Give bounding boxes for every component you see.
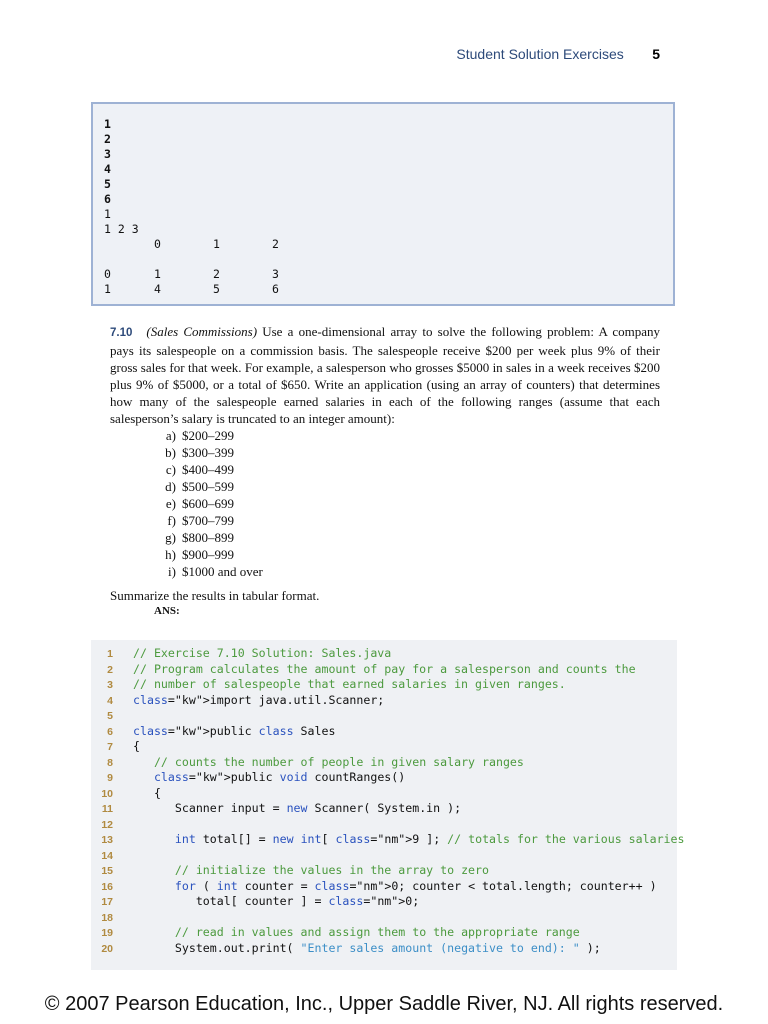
code-line	[91, 925, 580, 941]
exercise-title: (Sales Commissions)	[146, 324, 258, 339]
range-letter: f)	[167, 513, 176, 528]
output-line: 5	[104, 177, 111, 191]
line-number: 8	[107, 756, 113, 769]
code-line	[91, 739, 140, 755]
code-listing	[91, 640, 685, 970]
output-line: 1	[104, 207, 111, 221]
grid-col-header: 0	[154, 237, 161, 251]
range-letter: b)	[165, 445, 176, 460]
line-number: 18	[101, 911, 113, 924]
range-text: $400–499	[182, 462, 234, 477]
output-line: 2	[104, 132, 111, 146]
range-text: $700–799	[182, 513, 234, 528]
line-number: 11	[101, 803, 113, 815]
line-number: 7	[107, 741, 113, 753]
code-text: int total[] = new int[ class="nm">9 ]; // totals for the various salaries	[174, 832, 685, 846]
program-output-box	[91, 102, 675, 306]
code-line	[91, 693, 384, 709]
grid-row-label: 0	[104, 267, 111, 281]
range-text: $1000 and over	[182, 564, 263, 579]
page-header	[0, 46, 660, 66]
page-number: 5	[652, 46, 660, 62]
range-letter: c)	[165, 462, 176, 477]
code-line	[91, 662, 636, 678]
code-text: // initialize the values in the array to zero	[174, 863, 489, 877]
code-text: class="kw">import java.util.Scanner;	[133, 692, 385, 707]
code-text: for ( int counter = class="nm">0; counter < total.length; counter++ )	[174, 878, 657, 893]
grid-cell: 1	[154, 267, 161, 281]
range-letter: g)	[165, 530, 176, 545]
code-text: // counts the number of people in given salary ranges	[153, 754, 524, 769]
grid-cell: 6	[272, 282, 279, 296]
code-line	[91, 724, 335, 740]
code-text: total[ counter ] = class="nm">0;	[133, 894, 420, 908]
line-number: 5	[107, 710, 113, 722]
answer-label: ANS:	[154, 605, 180, 617]
line-number: 19	[101, 927, 113, 939]
code-line	[91, 894, 419, 910]
range-letter: i)	[168, 564, 176, 579]
line-number: 10	[101, 787, 113, 800]
grid-col-header: 1	[213, 237, 220, 251]
range-letter: e)	[165, 496, 176, 511]
line-number: 4	[107, 694, 113, 707]
grid-cell: 5	[213, 282, 220, 296]
code-text: // read in values and assign them to the appropriate range	[174, 925, 580, 939]
line-number: 16	[101, 880, 113, 893]
line-number: 15	[101, 865, 113, 877]
output-line: 1 2 3	[104, 222, 139, 236]
summary-instruction: Summarize the results in tabular format.	[110, 588, 320, 603]
output-line: 3	[104, 147, 111, 161]
list-item	[154, 495, 263, 512]
code-line	[91, 817, 133, 833]
code-text: {	[133, 739, 140, 753]
list-item	[154, 478, 263, 495]
exercise-body: Use a one-dimensional array to solve the following problem: A company pays its salespeople on a commission basis. The salespeople receive $200 per week plus 9% of their gross sales for that week. For example, a salesperson who grosses $5000 in sales in a week receives $200 plus 9% of $5000, or a total of $650. Write an application (using an array of counters) that determines how many of the salespeople earned salaries in each of the following ranges (assume that each salesperson’s salary is truncated to an integer amount):	[110, 324, 661, 426]
code-line	[91, 910, 133, 926]
code-text: // number of salespeople that earned salaries in given ranges.	[133, 677, 566, 691]
code-line	[91, 863, 489, 879]
section-title: Student Solution Exercises	[456, 46, 624, 62]
line-number: 17	[101, 896, 113, 908]
code-line	[91, 879, 657, 895]
code-line	[91, 708, 133, 724]
output-line: 4	[104, 162, 111, 176]
code-text: class="kw">public void countRanges()	[153, 770, 406, 784]
list-item	[154, 444, 263, 461]
code-text: {	[133, 785, 161, 800]
code-line	[91, 832, 685, 848]
line-number: 20	[101, 942, 113, 955]
output-line: 6	[104, 192, 111, 206]
exercise-statement	[110, 323, 660, 427]
grid-row-label: 1	[104, 282, 111, 296]
copyright-footer: © 2007 Pearson Education, Inc., Upper Saddle River, NJ. All rights reserved.	[44, 993, 724, 1015]
output-grid-row	[104, 282, 673, 297]
range-text: $300–399	[182, 445, 234, 460]
line-number: 9	[107, 772, 113, 784]
line-number: 1	[107, 648, 113, 660]
code-line	[91, 941, 601, 957]
code-line	[91, 646, 391, 662]
list-item	[154, 529, 263, 546]
range-text: $200–299	[182, 428, 234, 443]
line-number: 6	[107, 725, 113, 738]
line-number: 3	[107, 679, 113, 691]
code-line	[91, 801, 461, 817]
range-text: $600–699	[182, 496, 234, 511]
output-grid-row	[104, 267, 673, 282]
code-text: // Program calculates the amount of pay for a salesperson and counts the	[133, 661, 636, 676]
code-text: Scanner input = new Scanner( System.in );	[133, 801, 462, 815]
code-line	[91, 755, 524, 771]
range-text: $900–999	[182, 547, 234, 562]
grid-cell: 4	[154, 282, 161, 296]
list-item	[154, 512, 263, 529]
list-item	[154, 546, 263, 563]
line-number: 12	[101, 818, 113, 831]
line-number: 2	[107, 663, 113, 676]
output-line: 1	[104, 117, 111, 131]
range-letter: h)	[165, 547, 176, 562]
code-text: // Exercise 7.10 Solution: Sales.java	[133, 646, 392, 660]
code-line	[91, 848, 133, 864]
line-number: 14	[101, 849, 113, 862]
exercise-number: 7.10	[110, 327, 133, 339]
list-item	[154, 563, 263, 580]
output-grid-spacer	[104, 252, 673, 267]
grid-cell: 3	[272, 267, 279, 281]
range-text: $800–899	[182, 530, 234, 545]
code-line	[91, 786, 161, 802]
range-letter: d)	[165, 479, 176, 494]
code-line	[91, 677, 566, 693]
range-text: $500–599	[182, 479, 234, 494]
salary-range-list	[154, 427, 263, 580]
output-grid-header	[104, 237, 673, 252]
grid-cell: 2	[213, 267, 220, 281]
code-text: class="kw">public class Sales	[133, 723, 336, 738]
range-letter: a)	[165, 428, 176, 443]
code-text: System.out.print( "Enter sales amount (negative to end): " );	[133, 940, 601, 955]
list-item	[154, 461, 263, 478]
grid-col-header: 2	[272, 237, 279, 251]
line-number: 13	[101, 834, 113, 846]
list-item	[154, 427, 263, 444]
code-line	[91, 770, 405, 786]
